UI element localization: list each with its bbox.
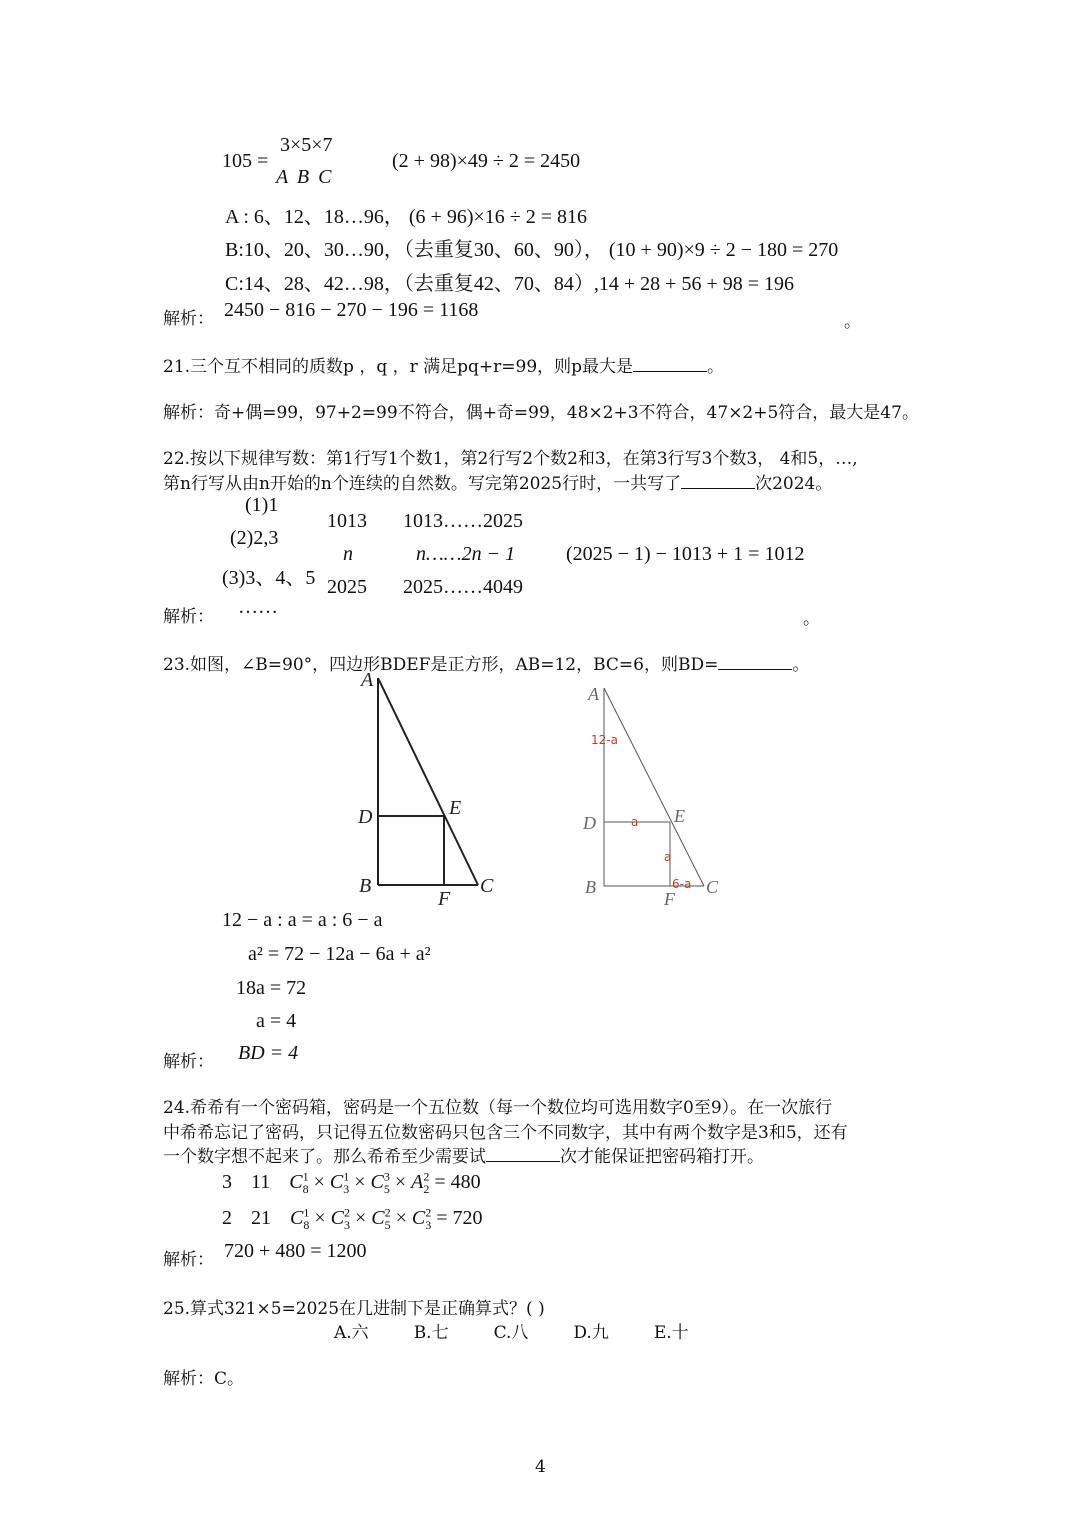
q22-row1: (1)1 <box>245 494 279 516</box>
q25-answer: 解析：C。 <box>163 1369 245 1389</box>
fig1-label-b: B <box>359 875 372 897</box>
q24-row1 <box>222 1171 481 1194</box>
q22-row3: (3)3、4、5 <box>222 567 316 589</box>
q24-line3 <box>163 1142 764 1167</box>
q20-sum-all: (2 + 98)×49 ÷ 2 = 2450 <box>392 150 581 172</box>
fig2-label-b: B <box>585 877 596 897</box>
fig1-label-e: E <box>449 797 462 819</box>
q22-col2-a: 1013……2025 <box>403 510 523 532</box>
q25-option-d: D.九 <box>573 1323 609 1343</box>
q24-row2-b: 21 <box>251 1207 271 1229</box>
q22-col1-a: 1013 <box>327 510 367 532</box>
q23-step1: 12 − a : a = a : 6 − a <box>222 909 383 931</box>
q20-jiexi-label: 解析： <box>163 309 214 329</box>
q24-row2-eq: = 720 <box>436 1207 483 1229</box>
fig2-label-a: A <box>588 684 599 704</box>
q23-step2: a² = 72 − 12a − 6a + a² <box>248 943 431 965</box>
fig2-annot-12-a: 12-a <box>591 733 618 747</box>
fig2-annot-6-a: 6-a <box>672 877 692 891</box>
q21-question-end: 。 <box>707 357 725 377</box>
q22-line1: 22.按以下规律写数：第1行写1个数1，第2行写2个数2和3，在第3行写3个数3， 4和5，…, <box>163 449 858 469</box>
fig1-label-a: A <box>361 669 374 691</box>
fig1-label-d: D <box>358 806 373 828</box>
q20-end-mark: 。 <box>844 312 861 332</box>
q20-frac-den: A B C <box>276 166 332 188</box>
q25-option-a: A.六 <box>334 1323 369 1343</box>
q25-question: 25.算式321×5=2025在几进制下是正确算式？( ) <box>163 1299 545 1319</box>
q24-line3b: 次才能保证把密码箱打开。 <box>560 1147 764 1167</box>
q21-jiexi-label: 解析： <box>163 403 214 423</box>
q22-end-mark: 。 <box>803 609 820 629</box>
fig1-label-c: C <box>480 875 494 897</box>
q22-line2a: 第n行写从由n开始的n个连续的自然数。写完第2025行时，一共写了 <box>163 474 682 494</box>
q22-jiexi-label: 解析： <box>163 607 214 627</box>
q23-step4: a = 4 <box>256 1010 297 1032</box>
q24-line3a: 一个数字想不起来了。那么希希至少需要试 <box>163 1147 486 1167</box>
q22-row2: (2)2,3 <box>230 527 279 549</box>
q24-row1-formula: $C^1_8 \times C^1_3 \times C^3_5 \times A^2_2 = 480$ <box>289 1169 481 1196</box>
q24-row2-formula: $C^1_8 \times C^2_3 \times C^2_5 \times C^2_3 = 720$ <box>290 1205 483 1232</box>
q22-col1-b: n <box>343 543 353 565</box>
q24-answer-blank <box>486 1147 560 1162</box>
q23-question-end: 。 <box>792 655 810 675</box>
q21-answer: 奇+偶=99，97+2=99不符合，偶+奇=99，48×2+3不符合，47×2+5符合，最大是47。 <box>214 403 919 423</box>
fig2-side-ac <box>604 688 704 886</box>
fig2-label-e: E <box>674 806 685 826</box>
q23-question-text: 23.如图，∠B=90°，四边形BDEF是正方形，AB=12，BC=6，则BD= <box>163 655 719 675</box>
q25-option-e: E.十 <box>653 1323 689 1343</box>
q24-line1: 24.希希有一个密码箱，密码是一个五位数（每一个数位均可选用数字0至9）。在一次旅行 <box>163 1098 833 1118</box>
q24-row1-eq: = 480 <box>434 1171 481 1193</box>
q24-jiexi-label: 解析： <box>163 1250 214 1270</box>
fig2-label-c: C <box>706 877 719 897</box>
q20-result: 2450 − 816 − 270 − 196 = 1168 <box>224 299 479 321</box>
q20-frac-lhs: 105 = <box>222 150 269 172</box>
fig1-label-f: F <box>438 888 451 910</box>
q22-dots: …… <box>238 596 278 618</box>
page-number: 4 <box>535 1457 546 1477</box>
q22-line2b: 次2024。 <box>755 474 833 494</box>
q24-row1-b: 11 <box>251 1171 271 1193</box>
q25-option-c: C.八 <box>493 1323 529 1343</box>
q22-calc: (2025 − 1) − 1013 + 1 = 1012 <box>566 543 805 565</box>
q22-col2-c: 2025……4049 <box>403 576 523 598</box>
fig2-label-d: D <box>583 813 596 833</box>
q24-row1-a: 3 <box>222 1171 232 1193</box>
q20-line-a: A : 6、12、18…96， (6 + 96)×16 ÷ 2 = 816 <box>225 206 588 228</box>
q24-line2: 中希希忘记了密码，只记得五位数密码只包含三个不同数字，其中有两个数字是3和5，还有 <box>163 1123 848 1143</box>
q23-step3: 18a = 72 <box>236 977 307 999</box>
q22-col2-b: n……2n − 1 <box>416 543 516 565</box>
q24-row2 <box>222 1207 483 1230</box>
q20-line-b: B:10、20、30…90，（去重复30、60、90）， (10 + 90)×9 ÷ 2 − 180 = 270 <box>225 239 839 261</box>
fig2-label-f: F <box>664 889 675 909</box>
q25-option-b: B.七 <box>413 1323 449 1343</box>
q22-col1-c: 2025 <box>327 576 367 598</box>
q24-row2-a: 2 <box>222 1207 232 1229</box>
q24-result: 720 + 480 = 1200 <box>224 1240 367 1262</box>
q20-frac-num: 3×5×7 <box>280 134 333 156</box>
fig2-annot-a-top: a <box>631 815 639 829</box>
fig2-annot-a-side: a <box>664 850 672 864</box>
q23-step5: BD = 4 <box>238 1042 299 1064</box>
q25-options <box>334 1318 734 1343</box>
q21-question-text: 21.三个互不相同的质数p ，q ，r 满足pq+r=99，则p最大是 <box>163 357 634 377</box>
q20-line-c: C:14、28、42…98，（去重复42、70、84）,14 + 28 + 56 + 98 = 196 <box>225 273 795 295</box>
q23-jiexi-label: 解析： <box>163 1052 214 1072</box>
